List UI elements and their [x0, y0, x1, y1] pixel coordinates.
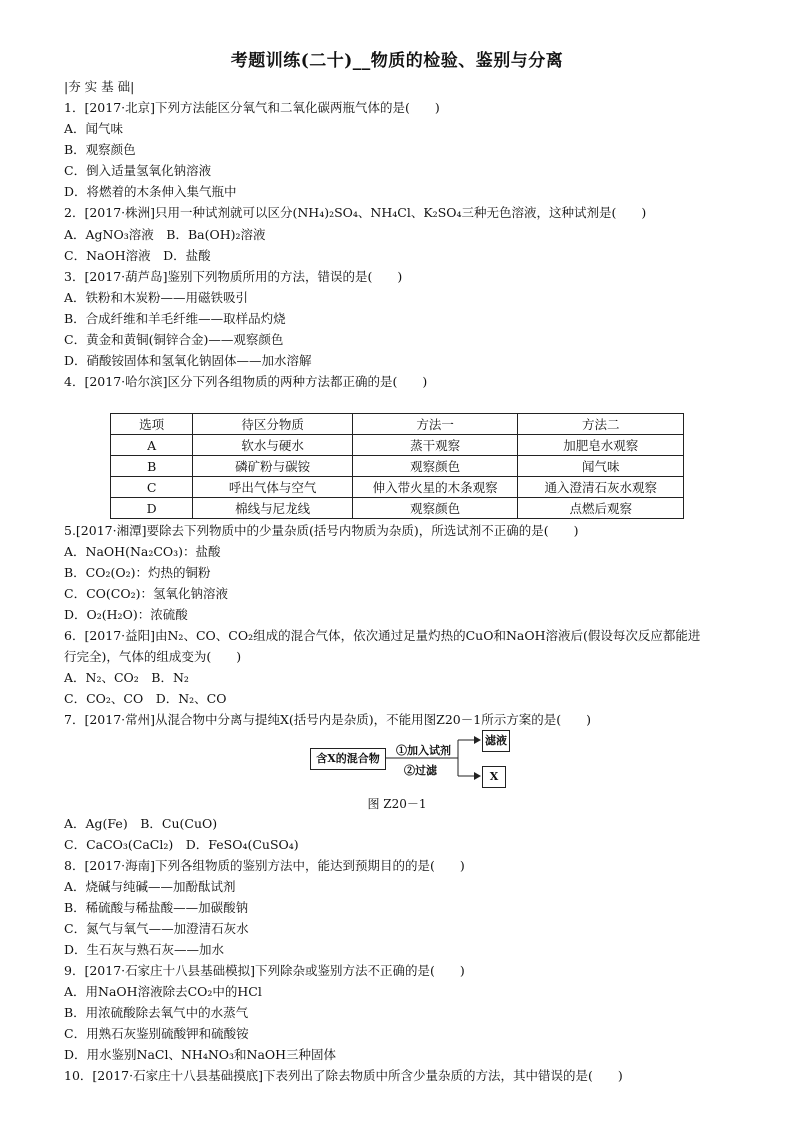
q5-option-c: C．CO(CO₂)：氢氧化钠溶液 [64, 586, 228, 601]
flow-arrows [310, 728, 510, 788]
table-header-row [111, 414, 684, 435]
flow-step2-label: ②过滤 [404, 764, 437, 777]
q1-option-b: B．观察颜色 [64, 142, 136, 157]
q7-options-ab: A．Ag(Fe) B．Cu(CuO) [64, 816, 218, 831]
table-row [111, 435, 684, 456]
q8-option-d: D．生石灰与熟石灰——加水 [64, 942, 225, 957]
table-row [111, 477, 684, 498]
figure-caption: 图 Z20－1 [367, 797, 427, 811]
q3-option-a: A．铁粉和木炭粉——用磁铁吸引 [64, 290, 249, 305]
q8-option-c: C．氮气与氧气——加澄清石灰水 [64, 921, 249, 936]
q5-option-b: B．CO₂(O₂)：灼热的铜粉 [64, 565, 211, 580]
table-cell: 闻气味 [518, 456, 684, 477]
q10-stem: 10．[2017·石家庄十八县基础摸底]下表列出了除去物质中所含少量杂质的方法，其中错误的是( ) [64, 1068, 623, 1083]
q6-options-cd: C．CO₂、CO D．N₂、CO [64, 691, 227, 706]
q1-option-a: A．闻气味 [64, 121, 124, 136]
flow-output-x: X [482, 766, 506, 788]
q2-options-ab: A．AgNO₃溶液 B．Ba(OH)₂溶液 [64, 227, 266, 242]
table-cell: 磷矿粉与碳铵 [193, 456, 353, 477]
q4-stem: 4．[2017·哈尔滨]区分下列各组物质的两种方法都正确的是( ) [64, 374, 428, 389]
q8-option-a: A．烧碱与纯碱——加酚酞试剂 [64, 879, 236, 894]
section-label: |夯 实 基 础| [64, 79, 135, 94]
q5-stem: 5.[2017·湘潭]要除去下列物质中的少量杂质(括号内物质为杂质)，所选试剂不正确的是( ) [64, 523, 579, 538]
q9-option-a: A．用NaOH溶液除去CO₂中的HCl [64, 984, 262, 999]
table-cell: 软水与硬水 [193, 435, 353, 456]
q6-stem-line1: 6．[2017·益阳]由N₂、CO、CO₂组成的混合气体，依次通过足量灼热的CuO和NaOH溶液后(假设每次反应都能进 [64, 628, 701, 643]
table-header-cell: 方法二 [518, 414, 684, 435]
q8-stem: 8．[2017·海南]下列各组物质的鉴别方法中，能达到预期目的的是( ) [64, 858, 465, 873]
table-header-cell: 待区分物质 [193, 414, 353, 435]
table-cell: 呼出气体与空气 [193, 477, 353, 498]
flow-step1-label: ①加入试剂 [396, 744, 451, 757]
table-cell: C [111, 477, 193, 498]
q3-option-c: C．黄金和黄铜(铜锌合金)——观察颜色 [64, 332, 284, 347]
table-cell: 点燃后观察 [518, 498, 684, 519]
q6-options-ab: A．N₂、CO₂ B．N₂ [64, 670, 189, 685]
q1-option-d: D．将燃着的木条伸入集气瓶中 [64, 184, 237, 199]
table-row [111, 498, 684, 519]
q8-option-b: B．稀硫酸与稀盐酸——加碳酸钠 [64, 900, 249, 915]
table-row [111, 456, 684, 477]
q5-option-a: A．NaOH(Na₂CO₃)：盐酸 [64, 544, 221, 559]
q7-stem: 7．[2017·常州]从混合物中分离与提纯X(括号内是杂质)，不能用图Z20－1所示方案的是( ) [64, 712, 591, 727]
q7-options-cd: C．CaCO₃(CaCl₂) D．FeSO₄(CuSO₄) [64, 837, 299, 852]
q3-stem: 3．[2017·葫芦岛]鉴别下列物质所用的方法，错误的是( ) [64, 269, 403, 284]
table-cell: D [111, 498, 193, 519]
table-cell: 棉线与尼龙线 [193, 498, 353, 519]
q4-table [110, 413, 684, 519]
q1-stem: 1．[2017·北京]下列方法能区分氧气和二氧化碳两瓶气体的是( ) [64, 100, 440, 115]
table-cell: 通入澄清石灰水观察 [518, 477, 684, 498]
q9-stem: 9．[2017·石家庄十八县基础模拟]下列除杂或鉴别方法不正确的是( ) [64, 963, 465, 978]
q9-option-b: B．用浓硫酸除去氧气中的水蒸气 [64, 1005, 249, 1020]
table-header-cell: 选项 [111, 414, 193, 435]
q9-option-d: D．用水鉴别NaCl、NH₄NO₃和NaOH三种固体 [64, 1047, 337, 1062]
table-header-cell: 方法一 [352, 414, 518, 435]
q9-option-c: C．用熟石灰鉴别硫酸钾和硫酸铵 [64, 1026, 249, 1041]
q6-stem-line2: 行完全)，气体的组成变为( ) [64, 649, 242, 664]
q3-option-b: B．合成纤维和羊毛纤维——取样品灼烧 [64, 311, 286, 326]
table-cell: A [111, 435, 193, 456]
table-cell: 观察颜色 [352, 498, 518, 519]
q2-stem: 2．[2017·株洲]只用一种试剂就可以区分(NH₄)₂SO₄、NH₄Cl、K₂SO₄三种无色溶液，这种试剂是( ) [64, 205, 647, 220]
table-cell: 观察颜色 [352, 456, 518, 477]
q5-option-d: D．O₂(H₂O)：浓硫酸 [64, 607, 188, 622]
table-cell: B [111, 456, 193, 477]
flow-output-filtrate: 滤液 [482, 730, 510, 752]
flow-source-box: 含X的混合物 [310, 748, 386, 770]
table-cell: 蒸干观察 [352, 435, 518, 456]
table-cell: 加肥皂水观察 [518, 435, 684, 456]
q1-option-c: C．倒入适量氢氧化钠溶液 [64, 163, 212, 178]
page-title: 考题训练(二十)__物质的检验、鉴别与分离 [230, 51, 564, 71]
table-cell: 伸入带火星的木条观察 [352, 477, 518, 498]
q2-options-cd: C．NaOH溶液 D．盐酸 [64, 248, 211, 263]
q7-flow-diagram [310, 728, 510, 788]
q3-option-d: D．硝酸铵固体和氢氧化钠固体——加水溶解 [64, 353, 312, 368]
